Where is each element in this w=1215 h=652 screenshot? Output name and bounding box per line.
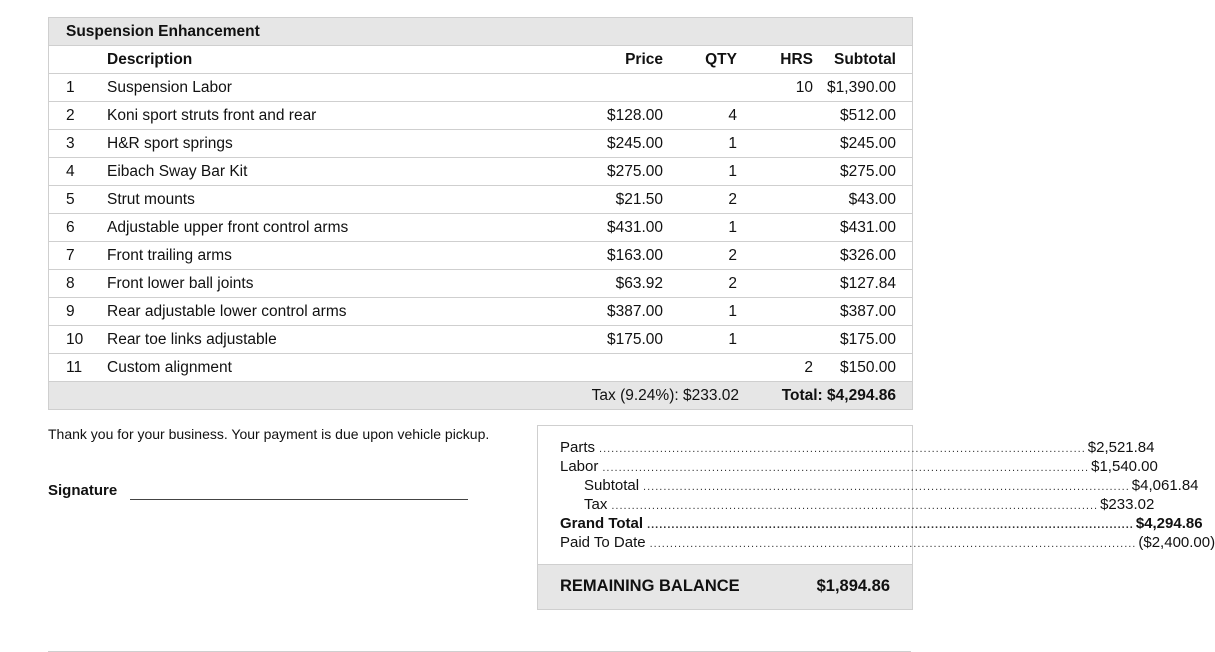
section-header-row [49,18,912,46]
cell-price: $431.00 [606,219,663,236]
cell-subtotal: $387.00 [839,303,896,320]
table-row [49,326,912,354]
table-row [49,102,912,130]
remaining-balance-value: $1,894.86 [816,577,890,595]
cell-subtotal: $275.00 [839,163,896,180]
table-row [49,214,912,242]
summary-row [560,476,1199,494]
table-row [49,130,912,158]
dot-leader: ........................................................................................................................ [611,500,1099,512]
cell-qty: 1 [728,331,737,348]
summary-value: $2,521.84 [1087,439,1155,456]
summary-value: $233.02 [1100,496,1155,513]
cell-price: $175.00 [606,331,663,348]
cell-price: $21.50 [615,191,663,208]
cell-subtotal: $43.00 [848,191,896,208]
table-row [49,242,912,270]
summary-row [560,514,1203,532]
cell-subtotal: $512.00 [839,107,896,124]
summary-value: $1,540.00 [1091,458,1158,475]
cell-subtotal: $1,390.00 [827,79,896,96]
section-title: Suspension Enhancement [66,23,260,40]
cell-description: Koni sport struts front and rear [107,107,317,124]
cell-subtotal: $245.00 [839,135,896,152]
col-header-hrs: HRS [780,51,813,68]
cell-number: 8 [66,275,75,292]
summary-row [560,495,1155,513]
cell-price: $245.00 [606,135,663,152]
cell-hrs: 10 [795,79,813,96]
cell-qty: 2 [728,247,737,264]
cell-description: H&R sport springs [107,135,233,152]
cell-qty: 2 [728,275,737,292]
dot-leader: ........................................................................................................................ [643,481,1130,493]
cell-subtotal: $326.00 [839,247,896,264]
cell-subtotal: $150.00 [839,359,896,376]
cell-price: $63.92 [615,275,663,292]
table-row [49,158,912,186]
summary-label: Grand Total [560,515,644,532]
summary-value: $4,061.84 [1131,477,1199,494]
cell-price: $387.00 [606,303,663,320]
cell-qty: 1 [728,135,737,152]
cell-number: 1 [66,79,75,96]
cell-number: 11 [66,359,83,376]
summary-row [560,533,1215,551]
cell-number: 9 [66,303,75,320]
col-header-qty: QTY [705,51,737,68]
summary-label: Tax [584,496,608,513]
summary-value: $4,294.86 [1135,515,1203,532]
table-row [49,298,912,326]
column-header-row [49,46,912,74]
summary-label: Parts [560,439,596,456]
cell-subtotal: $127.84 [839,275,896,292]
cell-number: 4 [66,163,75,180]
cell-number: 10 [66,331,84,348]
cell-description: Rear toe links adjustable [107,331,277,348]
summary-label: Subtotal [584,477,640,494]
cell-description: Adjustable upper front control arms [107,219,349,236]
cell-description: Suspension Labor [107,79,232,96]
dot-leader: ........................................................................................................................ [649,538,1137,550]
cell-qty: 4 [728,107,737,124]
cell-price: $128.00 [606,107,663,124]
dot-leader: ........................................................................................................................ [602,462,1090,474]
cell-number: 5 [66,191,75,208]
summary-row [560,457,1158,475]
cell-description: Eibach Sway Bar Kit [107,163,248,180]
cell-subtotal: $431.00 [839,219,896,236]
dot-leader: ........................................................................................................................ [647,519,1134,531]
cell-subtotal: $175.00 [839,331,896,348]
cell-qty: 1 [728,219,737,236]
total-text: Total: $4,294.86 [781,387,896,404]
col-header-price: Price [625,51,663,68]
remaining-balance-bar [538,564,912,609]
cell-description: Strut mounts [107,191,195,208]
summary-label: Paid To Date [560,534,646,551]
signature-line[interactable] [130,499,468,500]
cell-price: $163.00 [606,247,663,264]
signature-label: Signature [48,482,118,499]
invoice-table [48,17,913,410]
summary-label: Labor [560,458,599,475]
table-row [49,186,912,214]
cell-qty: 1 [728,163,737,180]
dot-leader: ........................................................................................................................ [599,443,1086,455]
line-items [49,74,912,382]
cell-description: Rear adjustable lower control arms [107,303,347,320]
thank-you-note: Thank you for your business. Your payment is due upon vehicle pickup. [48,426,490,442]
summary-row [560,438,1155,456]
cell-number: 7 [66,247,75,264]
cell-price: $275.00 [606,163,663,180]
cell-qty: 2 [728,191,737,208]
cell-number: 3 [66,135,75,152]
tax-text: Tax (9.24%): $233.02 [591,387,739,404]
cell-description: Front lower ball joints [107,275,254,292]
col-header-subtotal: Subtotal [834,51,896,68]
payment-summary [537,425,1215,610]
cell-description: Custom alignment [107,359,232,376]
summary-value: ($2,400.00) [1138,534,1215,551]
table-row [49,74,912,102]
cell-number: 2 [66,107,75,124]
cell-description: Front trailing arms [107,247,232,264]
col-header-description: Description [107,51,193,68]
table-footer-row [49,382,912,409]
cell-hrs: 2 [804,359,813,376]
table-row [49,354,912,382]
table-row [49,270,912,298]
remaining-balance-label: REMAINING BALANCE [560,577,740,595]
cell-number: 6 [66,219,75,236]
cell-qty: 1 [728,303,737,320]
